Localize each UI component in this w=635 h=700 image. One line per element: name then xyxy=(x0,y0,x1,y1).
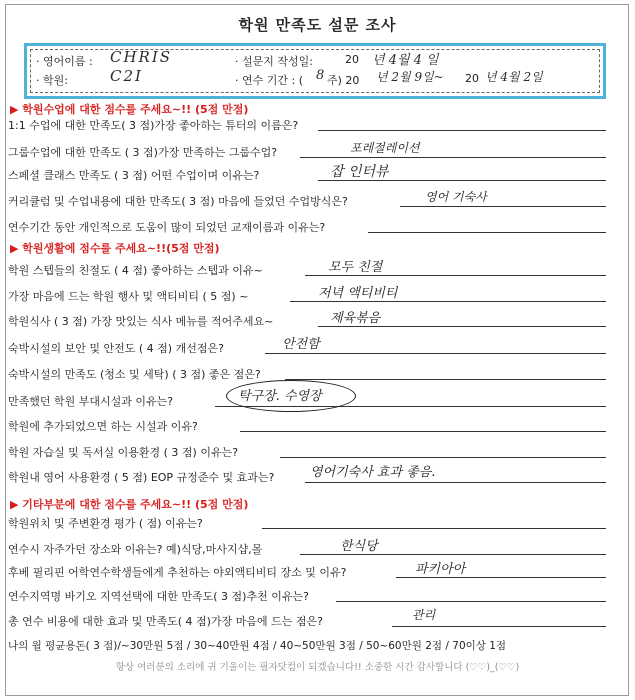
answer-line-2 xyxy=(300,157,606,158)
question-10: 숙박시설의 만족도 (청소 및 세탁) ( 3 점) 좋은 점은? xyxy=(8,368,261,381)
footer-text: 항상 여러분의 소리에 귀 기울이는 필자닷컴이 되겠습니다!! 소중한 시간 감사합니다 (♡♡)_(♡♡) xyxy=(115,662,520,673)
question-8: 학원식사 ( 3 점) 가장 맛있는 식사 메뉴를 적어주세요~ xyxy=(8,315,274,328)
name-value: CHRIS xyxy=(110,48,173,66)
name-label: · 영어이름 : xyxy=(36,55,93,68)
section-heading-class: ▶ 학원수업에 대한 점수를 주세요~!! (5점 만점) xyxy=(10,103,249,116)
answer-line-4 xyxy=(400,206,606,207)
answer-line-13 xyxy=(280,457,606,458)
answer-7: 저녁 액티비티 xyxy=(318,286,398,301)
period-mid: 주) 20 xyxy=(327,74,360,87)
question-14: 학원내 영어 사용환경 ( 5 점) EOP 규정준수 및 효과는? xyxy=(8,471,275,484)
question-3: 스페셜 클래스 만족도 ( 3 점) 어떤 수업이며 이유는? xyxy=(8,169,260,182)
section-heading-life: ▶ 학원생활에 점수를 주세요~!!(5점 만점) xyxy=(10,242,220,255)
answer-19: 관리 xyxy=(412,608,436,622)
answer-line-19 xyxy=(392,626,606,627)
question-12: 학원에 추가되었으면 하는 시설과 이유? xyxy=(8,420,198,433)
question-17: 후베 필리핀 어학연수학생들에게 추천하는 야외액티비티 장소 및 이유? xyxy=(8,566,347,579)
page-title: 학원 만족도 설문 조사 xyxy=(238,16,397,34)
question-13: 학원 자습실 및 독서실 이용환경 ( 3 점) 이유는? xyxy=(8,446,239,459)
question-19: 총 연수 비용에 대한 효과 및 만족도( 4 점)가장 마음에 드는 점은? xyxy=(8,615,323,628)
question-15: 학원위치 및 주변환경 평가 ( 점) 이유는? xyxy=(8,517,203,530)
question-9: 숙박시설의 보안 및 안전도 ( 4 점) 개선점은? xyxy=(8,342,224,355)
period-mid2: 20 xyxy=(465,72,479,85)
answer-16: 한식당 xyxy=(340,539,378,554)
answer-14: 영어기숙사 효과 좋음. xyxy=(310,465,436,480)
academy-value: C2I xyxy=(110,67,143,85)
answer-line-12 xyxy=(240,431,606,432)
question-11: 만족했던 학원 부대시설과 이유는? xyxy=(8,395,174,408)
period-start: 년 2월 9일~ xyxy=(376,70,444,84)
answer-4: 영어 기숙사 xyxy=(425,190,487,204)
period-weeks: 8 xyxy=(316,68,325,83)
section-heading-etc: ▶ 기타부분에 대한 점수를 주세요~!! (5점 만점) xyxy=(10,498,249,511)
answer-line-8 xyxy=(318,326,606,327)
answer-line-9 xyxy=(265,353,606,354)
question-16: 연수시 자주가던 장소와 이유는? 예)식당,마사지샵,몰 xyxy=(8,543,263,556)
question-4: 커리큘럼 및 수업내용에 대한 만족도( 3 점) 마음에 들었던 수업방식은? xyxy=(8,195,348,208)
answer-line-15 xyxy=(262,528,606,529)
answer-line-1 xyxy=(318,130,606,131)
date-label: · 설문지 작성일: xyxy=(235,55,313,68)
question-6: 학원 스텝들의 친절도 ( 4 점) 좋아하는 스텝과 이유~ xyxy=(8,264,263,277)
answer-line-16 xyxy=(300,554,606,555)
question-1: 1:1 수업에 대한 만족도( 3 점)가장 좋아하는 튜터의 이름은? xyxy=(8,119,299,132)
answer-line-5 xyxy=(368,232,606,233)
answer-line-6 xyxy=(305,275,606,276)
question-5: 연수기간 동안 개인적으로 도움이 많이 되었던 교재이름과 이유는? xyxy=(8,221,326,234)
answer-line-14 xyxy=(305,482,606,483)
answer-17: 파키아아 xyxy=(415,562,466,577)
question-7: 가장 마음에 드는 학원 행사 및 액티비티 ( 5 점) ~ xyxy=(8,290,249,303)
question-2: 그룹수업에 대한 만족도 ( 3 점)가장 만족하는 그룹수업? xyxy=(8,146,278,159)
question-18: 연수지역명 바기오 지역선택에 대한 만족도( 3 점)추천 이유는? xyxy=(8,590,309,603)
answer-8: 제육볶음 xyxy=(330,311,381,326)
answer-line-17 xyxy=(396,577,606,578)
date-year: 20 xyxy=(345,53,359,66)
answer-3: 잡 인터뷰 xyxy=(330,164,389,180)
academy-label: · 학원: xyxy=(36,74,68,87)
answer-2: 포레절레이션 xyxy=(350,141,420,155)
answer-9: 안전함 xyxy=(282,337,320,352)
period-end: 년 4월 2일 xyxy=(485,70,543,84)
answer-line-18 xyxy=(336,601,606,602)
question-20: 나의 월 평균용돈( 3 점)/~30만원 5점 / 30~40만원 4점 / 40~50만원 3점 / 50~60만원 2점 / 70이상 1점 xyxy=(8,640,507,652)
period-label: · 연수 기간 : ( xyxy=(235,74,303,87)
date-value: 년 4월 4 일 xyxy=(372,53,439,68)
answer-line-10 xyxy=(285,379,606,380)
answer-line-7 xyxy=(290,301,606,302)
answer-11: 탁구장. 수영장 xyxy=(238,389,322,404)
answer-6: 모두 친절 xyxy=(328,260,383,275)
